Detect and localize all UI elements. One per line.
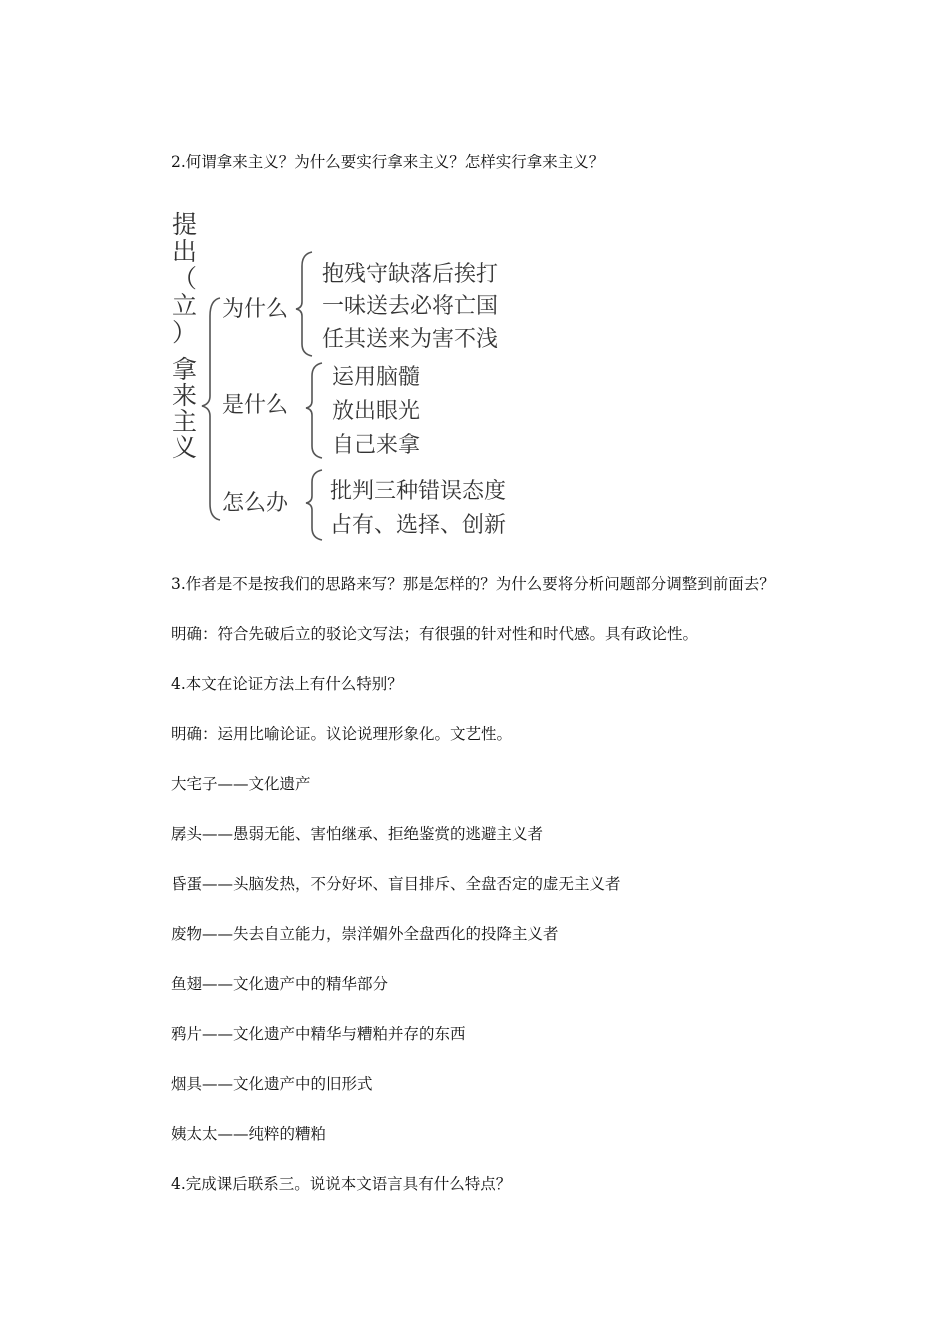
- leaf-item: 批判三种错误态度: [330, 479, 507, 504]
- root-char: 立: [172, 291, 198, 320]
- leaf-item: 任其送来为害不浅: [322, 327, 499, 352]
- metaphor-line: 烟具——文化遗产中的旧形式: [171, 1075, 373, 1093]
- root-char: 提: [172, 210, 198, 239]
- root-char: ）: [172, 318, 198, 347]
- leaf-item: 占有、选择、创新: [330, 513, 507, 538]
- main-brace: [202, 298, 220, 520]
- branch-label-why: 为什么: [222, 297, 289, 322]
- metaphor-line: 姨太太——纯粹的糟粕: [171, 1125, 327, 1143]
- question-3: 3.作者是不是按我们的思路来写？那是怎样的？为什么要将分析问题部分调整到前面去？: [171, 575, 775, 593]
- leaf-item: 抱残守缺落后挨打: [322, 262, 499, 287]
- leaf-item: 放出眼光: [332, 399, 421, 424]
- answer-3: 明确：符合先破后立的驳论文写法；有很强的针对性和时代感。具有政论性。: [171, 625, 699, 643]
- root-char: 拿: [172, 355, 198, 384]
- root-char: 出: [172, 237, 198, 266]
- metaphor-line: 鸦片——文化遗产中精华与糟粕并存的东西: [171, 1025, 466, 1043]
- metaphor-line: 废物——失去自立能力，崇洋媚外全盘西化的投降主义者: [171, 925, 559, 943]
- root-char: 义: [172, 433, 198, 462]
- brace-what: [306, 363, 322, 458]
- question-2: 2.何谓拿来主义？为什么要实行拿来主义？怎样实行拿来主义？: [171, 153, 605, 171]
- question-4: 4.本文在论证方法上有什么特别？: [171, 675, 403, 693]
- root-char: 来: [172, 381, 198, 410]
- brace-why: [296, 252, 312, 356]
- root-char: （: [172, 264, 198, 293]
- root-char: 主: [172, 407, 198, 436]
- metaphor-line: 昏蛋——头脑发热，不分好坏、盲目排斥、全盘否定的虚无主义者: [171, 875, 621, 893]
- metaphor-line: 大宅子——文化遗产: [171, 775, 311, 793]
- leaf-item: 自己来拿: [332, 433, 421, 458]
- metaphor-line: 鱼翅——文化遗产中的精华部分: [171, 975, 389, 993]
- metaphor-line: 孱头——愚弱无能、害怕继承、拒绝鉴赏的逃避主义者: [171, 825, 544, 843]
- branch-label-how: 怎么办: [222, 491, 289, 516]
- leaf-item: 一味送去必将亡国: [322, 294, 499, 319]
- brace-how: [306, 470, 322, 540]
- branch-label-what: 是什么: [222, 393, 289, 418]
- question-4b: 4.完成课后联系三。说说本文语言具有什么特点？: [171, 1175, 512, 1193]
- leaf-item: 运用脑髓: [332, 365, 421, 390]
- concept-diagram: [162, 206, 562, 546]
- answer-4: 明确：运用比喻论证。议论说理形象化。文艺性。: [171, 725, 513, 743]
